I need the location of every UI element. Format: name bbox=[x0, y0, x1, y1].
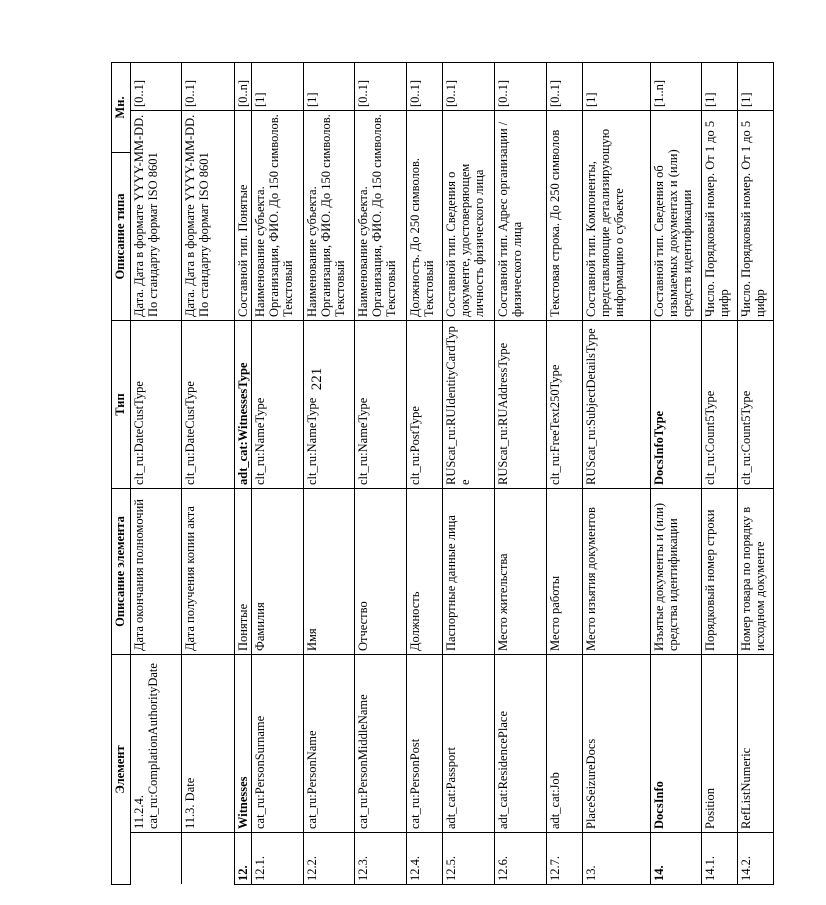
header-element: Элемент bbox=[112, 655, 131, 885]
table-row bbox=[131, 62, 182, 884]
cell-element-desc: Место работы bbox=[547, 489, 583, 655]
table-row bbox=[495, 62, 547, 884]
cell-mn: [1..n] bbox=[651, 62, 702, 110]
table-row bbox=[702, 62, 738, 884]
cell-num-spacer bbox=[182, 833, 235, 885]
cell-num: 12.1. bbox=[252, 833, 304, 885]
table-row bbox=[443, 62, 495, 884]
cell-element: adt_cat:Passport bbox=[443, 655, 495, 833]
cell-element-desc: Отчество bbox=[355, 489, 407, 655]
header-mn: Мн. bbox=[112, 62, 131, 152]
cell-element: cat_ru:PersonName bbox=[304, 655, 355, 833]
cell-type: clt_ru:FreeText250Type bbox=[547, 321, 583, 489]
cell-mn: [0..1] bbox=[355, 62, 407, 110]
cell-mn: [1] bbox=[702, 62, 738, 110]
cell-type-desc: Текстовая строка. До 250 символов bbox=[547, 111, 583, 321]
table-row bbox=[651, 62, 702, 884]
cell-type-desc: Составной тип. Адрес организации / физического лица bbox=[495, 111, 547, 321]
cell-num-spacer bbox=[131, 833, 182, 885]
table-header-row bbox=[112, 62, 131, 884]
cell-mn: [1] bbox=[583, 62, 651, 110]
cell-element: cat_ru:PersonSurname bbox=[252, 655, 304, 833]
cell-mn: [0..1] bbox=[131, 62, 182, 110]
cell-element: RefListNumeric bbox=[738, 655, 774, 833]
cell-element: cat_ru:PersonMiddleName bbox=[355, 655, 407, 833]
cell-type-desc: Составной тип. Компоненты, представляющие детализирующую информацию о субъекте bbox=[583, 111, 651, 321]
cell-num: 12.7. bbox=[547, 833, 583, 885]
table-row bbox=[355, 62, 407, 884]
cell-type: clt_ru:NameType bbox=[304, 321, 355, 489]
cell-type-desc: Наименование субъекта. Организация, ФИО. До 150 символов. Текстовый bbox=[252, 111, 304, 321]
cell-element: 11.3. Date bbox=[182, 655, 235, 833]
cell-element: Position bbox=[702, 655, 738, 833]
table-row bbox=[738, 62, 774, 884]
cell-type: clt_ru:NameType bbox=[252, 321, 304, 489]
cell-num: 12.6. bbox=[495, 833, 547, 885]
cell-type-desc: Число. Порядковый номер. От 1 до 5 цифр bbox=[738, 111, 774, 321]
cell-element: DocsInfo bbox=[651, 655, 702, 833]
cell-type: clt_ru:Count5Type bbox=[702, 321, 738, 489]
cell-type-desc: Дата. Дата в формате YYYY-MM-DD. По стандарту формат ISO 8601 bbox=[131, 111, 182, 321]
cell-type: adt_cat:WitnessesType bbox=[235, 321, 252, 489]
cell-mn: [0..1] bbox=[495, 62, 547, 110]
table-row bbox=[407, 62, 443, 884]
cell-type-desc: Составной тип. Понятые bbox=[235, 111, 252, 321]
cell-element: 11.2.4. cat_ru:ComplationAuthorityDate bbox=[131, 655, 182, 833]
cell-type: RUScat_ru:SubjectDetailsType bbox=[583, 321, 651, 489]
cell-element: Witnesses bbox=[235, 655, 252, 833]
header-type: Тип bbox=[112, 321, 131, 489]
cell-element: cat_ru:PersonPost bbox=[407, 655, 443, 833]
header-element-desc: Описание элемента bbox=[112, 489, 131, 655]
cell-mn: [1] bbox=[738, 62, 774, 110]
cell-element-desc: Дата получения копии акта bbox=[182, 489, 235, 655]
table-row bbox=[583, 62, 651, 884]
cell-element-desc: Место жительства bbox=[495, 489, 547, 655]
cell-mn: [0..1] bbox=[407, 62, 443, 110]
cell-mn: [0..1] bbox=[547, 62, 583, 110]
cell-type-desc: Должность. До 250 символов. Текстовый bbox=[407, 111, 443, 321]
cell-element-desc: Имя bbox=[304, 489, 355, 655]
cell-type: clt_ru:Count5Type bbox=[738, 321, 774, 489]
cell-element-desc: Дата окончания полномочий bbox=[131, 489, 182, 655]
table-row bbox=[235, 62, 252, 884]
cell-element-desc: Должность bbox=[407, 489, 443, 655]
cell-element: adt_cat:Job bbox=[547, 655, 583, 833]
cell-type: RUScat_ru:RUAddressType bbox=[495, 321, 547, 489]
cell-type-desc: Составной тип. Сведения о документе, удостоверяющем личность физического лица bbox=[443, 111, 495, 321]
cell-mn: [0..1] bbox=[443, 62, 495, 110]
cell-num: 12.5. bbox=[443, 833, 495, 885]
cell-num: 14.2. bbox=[738, 833, 774, 885]
cell-type: RUScat_ru:RUIdentityCardType bbox=[443, 321, 495, 489]
cell-element-desc: Паспортные данные лица bbox=[443, 489, 495, 655]
cell-type: clt_ru:NameType bbox=[355, 321, 407, 489]
cell-type-desc: Составной тип. Сведения об изымаемых документах и (или) средств идентификации bbox=[651, 111, 702, 321]
cell-type-desc: Дата. Дата в формате YYYY-MM-DD. По стандарту формат ISO 8601 bbox=[182, 111, 235, 321]
cell-element: PlaceSeizureDocs bbox=[583, 655, 651, 833]
table-row bbox=[547, 62, 583, 884]
cell-num: 14. bbox=[651, 833, 702, 885]
cell-mn: [1] bbox=[252, 62, 304, 110]
rotated-table-container bbox=[111, 63, 826, 885]
cell-element: adt_cat:ResidencePlace bbox=[495, 655, 547, 833]
cell-type-desc: Наименование субъекта. Организация, ФИО. До 150 символов. Текстовый bbox=[355, 111, 407, 321]
cell-mn: [0..1] bbox=[182, 62, 235, 110]
cell-num: 12. bbox=[235, 833, 252, 885]
cell-type-desc: Наименование субъекта. Организация, ФИО. До 150 символов. Текстовый bbox=[304, 111, 355, 321]
table-row bbox=[304, 62, 355, 884]
cell-type-desc: Число. Порядковый номер. От 1 до 5 цифр bbox=[702, 111, 738, 321]
cell-num: 14.1. bbox=[702, 833, 738, 885]
cell-element-desc: Фамилия bbox=[252, 489, 304, 655]
cell-type: clt_ru:PostType bbox=[407, 321, 443, 489]
cell-mn: [0..n] bbox=[235, 62, 252, 110]
cell-element-desc: Понятые bbox=[235, 489, 252, 655]
cell-num: 12.2. bbox=[304, 833, 355, 885]
table-row bbox=[182, 62, 235, 884]
cell-num: 12.3. bbox=[355, 833, 407, 885]
cell-mn: [1] bbox=[304, 62, 355, 110]
table-row bbox=[252, 62, 304, 884]
cell-num: 13. bbox=[583, 833, 651, 885]
page-number: 221 bbox=[309, 367, 325, 391]
elements-table bbox=[111, 62, 774, 885]
cell-type: clt_ru:DateCustType bbox=[131, 321, 182, 489]
cell-element-desc: Номер товара по порядку в исходном документе bbox=[738, 489, 774, 655]
cell-num: 12.4. bbox=[407, 833, 443, 885]
cell-element-desc: Место изъятия документов bbox=[583, 489, 651, 655]
cell-type: clt_ru:DateCustType bbox=[182, 321, 235, 489]
cell-element-desc: Порядковый номер строки bbox=[702, 489, 738, 655]
cell-element-desc: Изъятые документы и (или) средства идентификации bbox=[651, 489, 702, 655]
header-type-desc: Описание типа bbox=[112, 153, 131, 321]
cell-type: DocsInfoType bbox=[651, 321, 702, 489]
